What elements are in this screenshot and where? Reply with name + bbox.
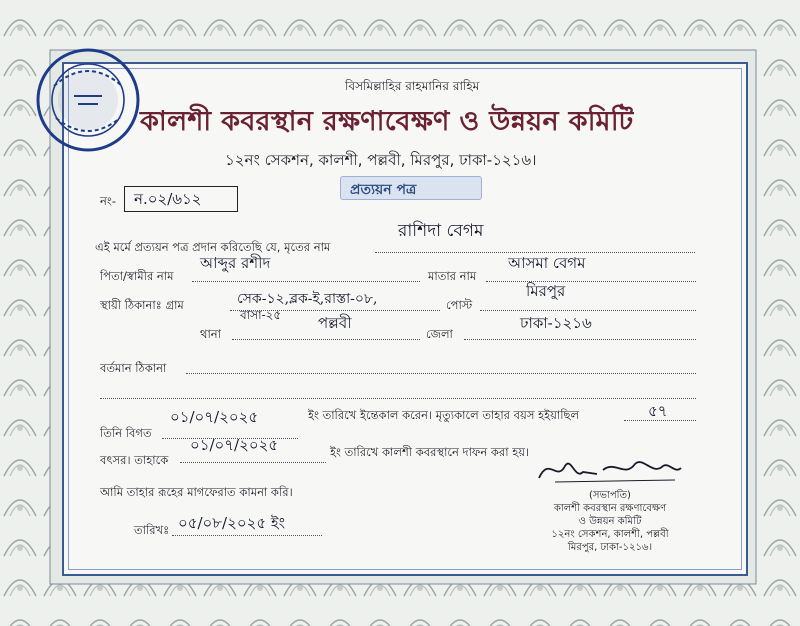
committee-address: ১২নং সেকশন, কালশী, পল্লবী, মিরপুর, ঢাকা-১২১৬। — [225, 151, 537, 169]
burial-date-dotted-line — [180, 462, 326, 463]
mother-label: মাতার নাম — [428, 269, 477, 283]
deceased-name: রাশিদা বেগম — [398, 221, 484, 241]
died-suffix: ইং তারিখে ইন্তেকাল করেন। মৃত্যুকালে তাহার বয়স হইয়াছিল — [308, 408, 580, 422]
serial-label: নং- — [100, 194, 116, 208]
signatory-line-2: ও উন্নয়ন কমিটি — [578, 516, 642, 527]
signatory-title: (সভাপতি) — [589, 490, 631, 501]
date-label: তারিখঃ — [134, 523, 170, 537]
doc-type-title: প্রত্যয়ন পত্র — [350, 182, 417, 198]
father-husband-name: আব্দুর রশীদ — [200, 254, 271, 272]
current-address-dotted-line-2 — [100, 398, 696, 399]
age-suffix: বৎসর। তাহাকে — [100, 453, 169, 467]
village-value: সেক-১২,ব্লক-ই,রাস্তা-০৮, — [237, 291, 378, 307]
post-label: পোস্ট — [446, 298, 473, 312]
district-label: জেলা — [426, 327, 453, 341]
age-value: ৫৭ — [648, 402, 668, 420]
committee-title: কালশী কবরস্থান রক্ষণাবেক্ষণ ও উন্নয়ন কমিটি — [140, 106, 634, 137]
burial-date: ০১/০৭/২০২৫ — [190, 436, 279, 454]
father-dotted-line — [192, 281, 420, 282]
signatory-line-3: ১২নং সেকশন, কালশী, পল্লবী — [551, 529, 669, 540]
father-husband-label: পিতা/স্বামীর নাম — [100, 269, 174, 283]
post-dotted-line — [480, 310, 696, 311]
current-address-label: বর্তমান ঠিকানা — [100, 361, 167, 375]
thana-value: পল্লবী — [318, 314, 352, 332]
intro-label: এই মর্মে প্রত্যয়ন পত্র প্রদান করিতেছি যে, মৃতের নাম — [95, 240, 331, 254]
president-signature — [535, 452, 685, 486]
mother-dotted-line — [486, 281, 696, 282]
thana-dotted-line — [232, 339, 420, 340]
district-dotted-line — [464, 339, 696, 340]
district-value: ঢাকা-১২১৬ — [520, 314, 592, 332]
burial-suffix: ইং তারিখে কালশী কবরস্থানে দাফন করা হয়। — [330, 445, 530, 459]
died-label: তিনি বিগত — [100, 426, 152, 440]
committee-seal-stamp — [34, 46, 142, 154]
post-value: মিরপুর — [526, 282, 566, 300]
permanent-address-label: স্থায়ী ঠিকানাঃ গ্রাম — [100, 298, 184, 312]
current-address-dotted-line — [186, 373, 696, 374]
thana-label: থানা — [200, 327, 221, 341]
house-value: বাসা-২৫ — [240, 308, 282, 322]
issue-date: ০৫/০৮/২০২৫ ইং — [178, 514, 286, 532]
prayer-text: আমি তাহার রূহের মাগফেরাত কামনা করি। — [100, 485, 293, 499]
bismillah-text: বিসমিল্লাহির রাহমানির রাহিম — [345, 79, 480, 93]
signatory-line-4: মিরপুর, ঢাকা-১২১৬। — [567, 542, 653, 553]
death-date: ০১/০৭/২০২৫ — [170, 408, 259, 426]
signatory-line-1: কালশী কবরস্থান রক্ষণাবেক্ষণ — [553, 503, 667, 514]
serial-value: ন.০২/৬১২ — [134, 190, 202, 208]
mother-name: আসমা বেগম — [508, 254, 586, 272]
